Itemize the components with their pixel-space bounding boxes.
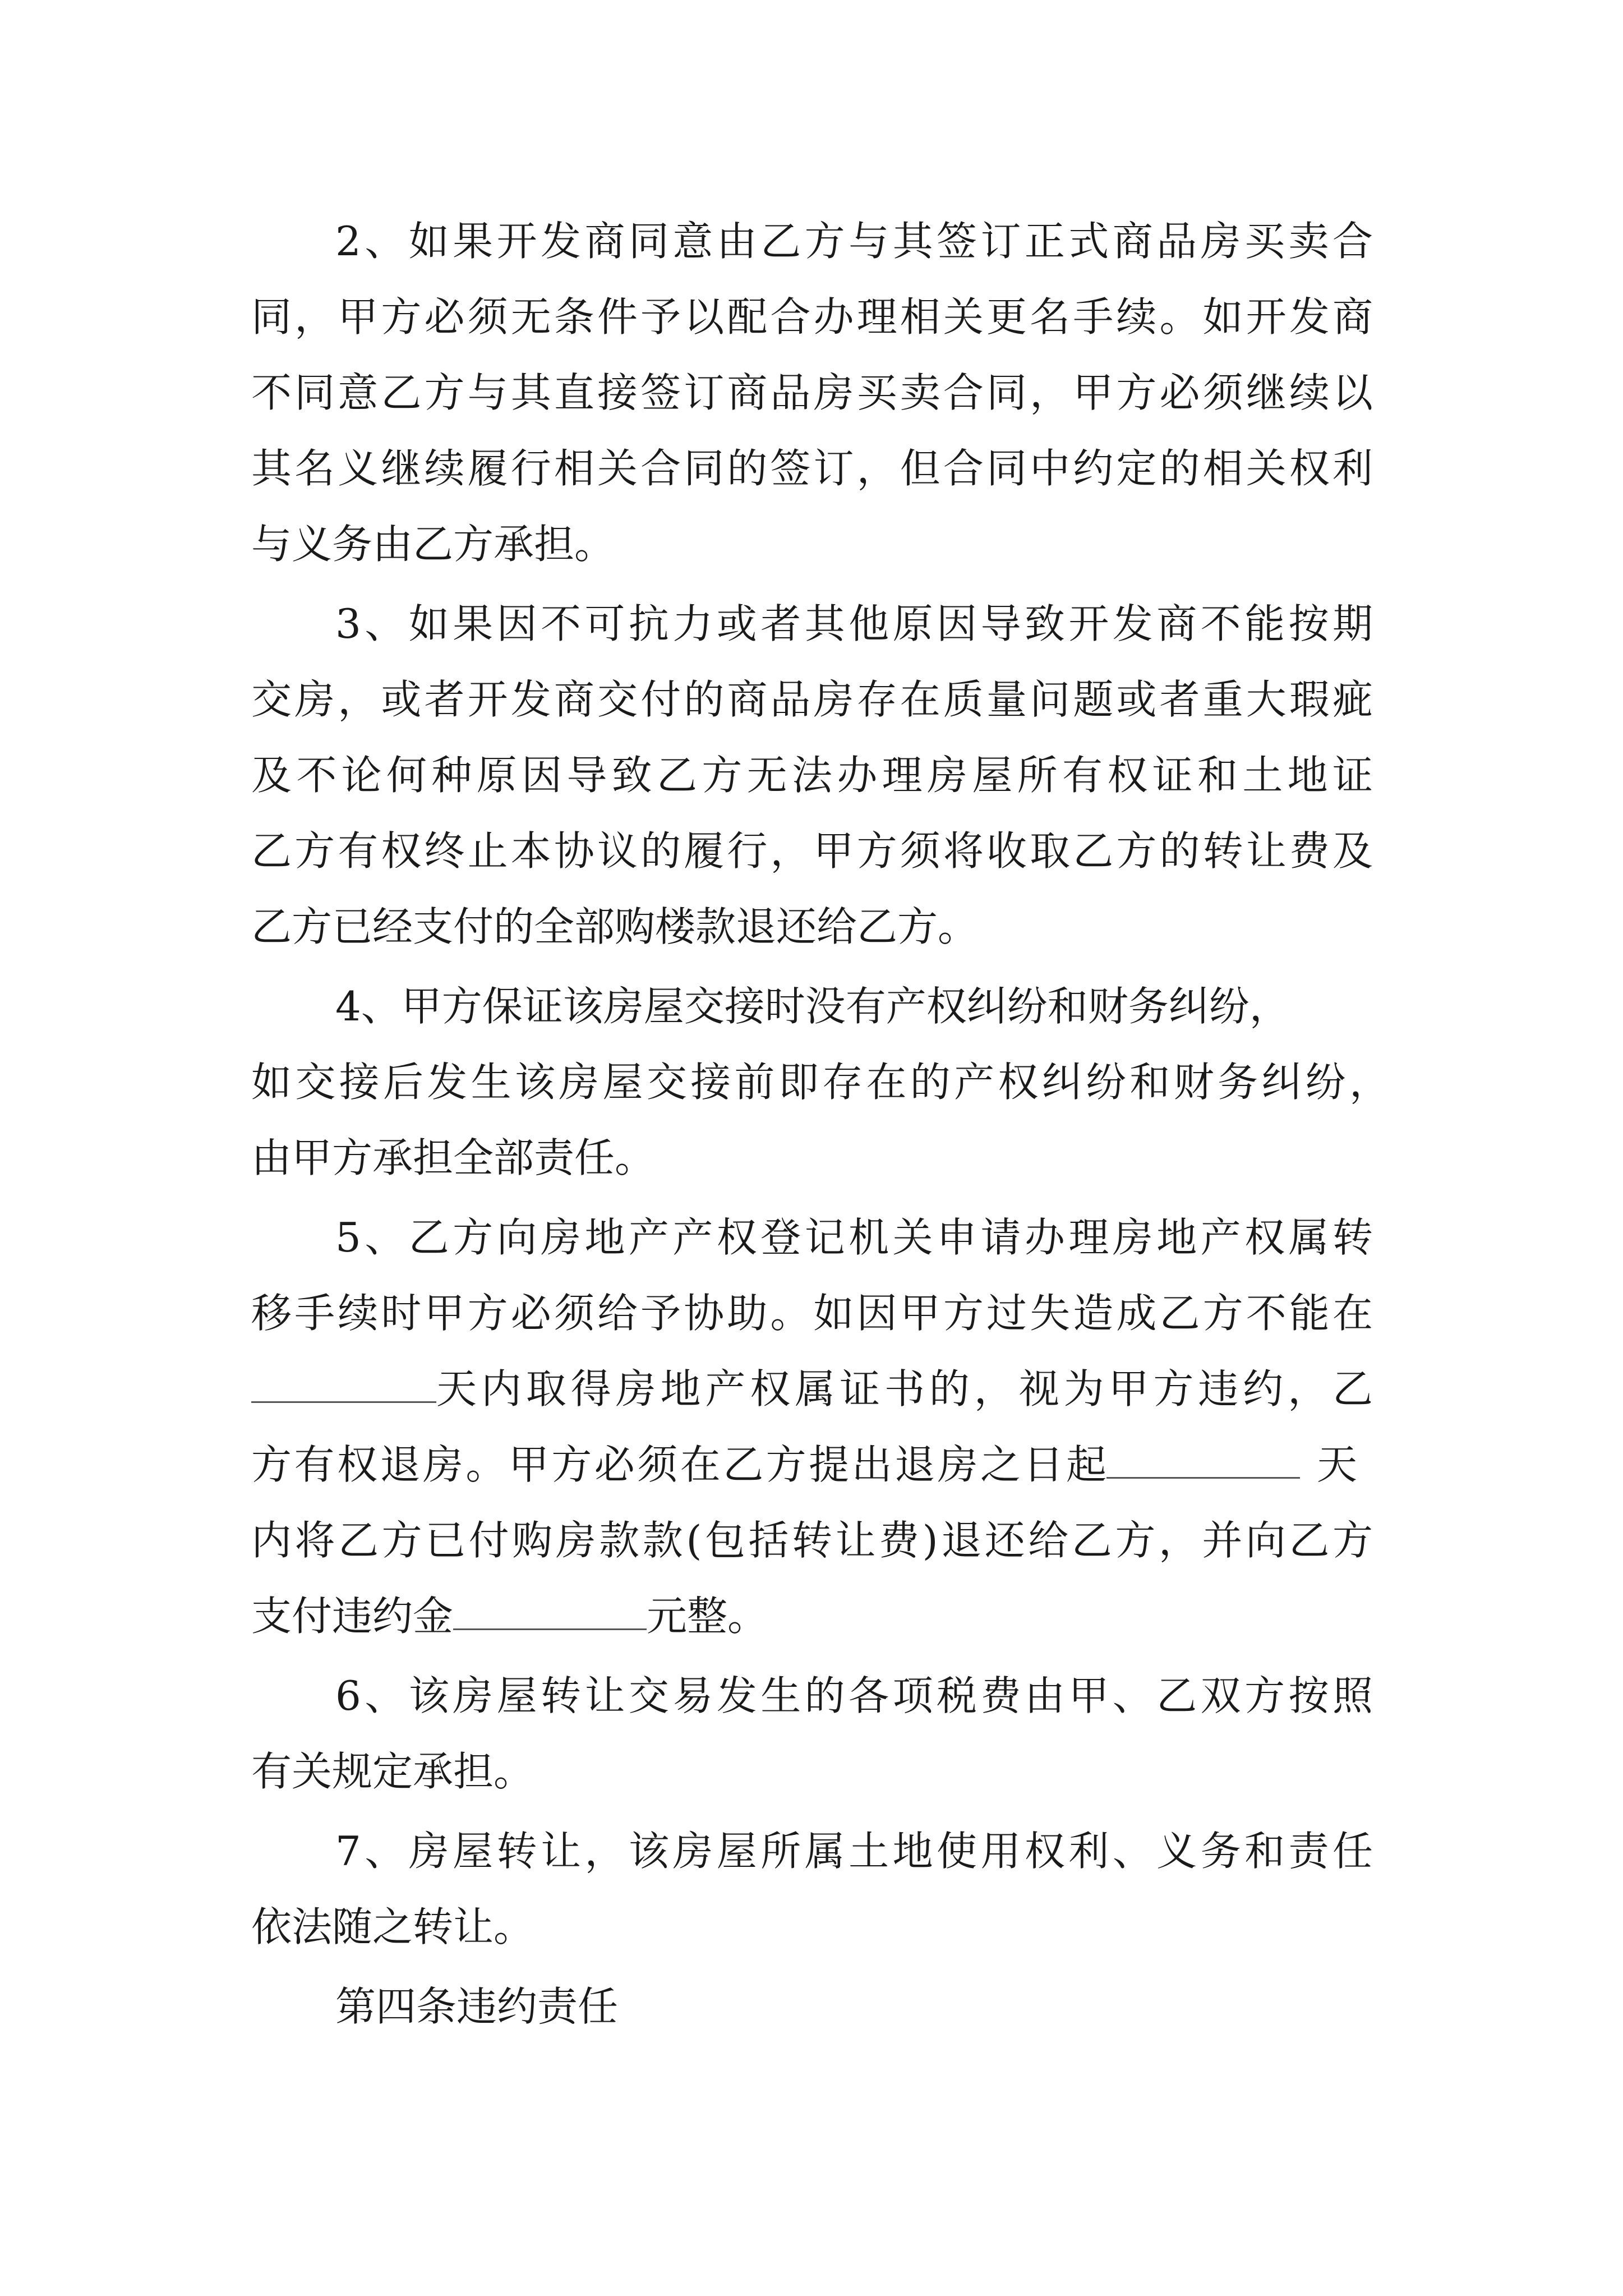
p5-line-1: 5、乙方向房地产产权登记机关申请办理房地产权属转	[335, 1214, 1373, 1261]
blank-days-field	[251, 1398, 436, 1403]
p5-line-6-tail: 元整。	[647, 1593, 768, 1640]
article-4-heading: 第四条违约责任	[335, 1983, 619, 2030]
p3-line-4: 乙方有权终止本协议的履行，甲方须将收取乙方的转让费及	[251, 827, 1373, 875]
p6-line-1: 6、该房屋转让交易发生的各项税费由甲、乙双方按照	[335, 1672, 1373, 1719]
p2-line-1: 2、如果开发商同意由乙方与其签订正式商品房买卖合	[335, 218, 1373, 265]
p6-line-2: 有关规定承担。	[251, 1748, 534, 1795]
p4-line-2: 如交接后发生该房屋交接前即存在的产权纠纷和财务纠纷，	[251, 1059, 1390, 1106]
p2-line-5: 与义务由乙方承担。	[251, 521, 615, 568]
p3-line-3: 及不论何种原因导致乙方无法办理房屋所有权证和土地证	[251, 752, 1373, 799]
p5-line-6-text: 支付违约金	[251, 1593, 454, 1640]
p7-line-2: 依法随之转让。	[251, 1903, 534, 1950]
p2-line-3: 不同意乙方与其直接签订商品房买卖合同，甲方必须继续以	[251, 369, 1373, 416]
p5-line-4-tail: 天	[1317, 1441, 1358, 1488]
p3-line-1: 3、如果因不可抗力或者其他原因导致开发商不能按期	[335, 600, 1373, 647]
p5-line-2: 移手续时甲方必须给予协助。如因甲方过失造成乙方不能在	[251, 1290, 1373, 1337]
blank-penalty-amount-field	[453, 1625, 647, 1630]
blank-refund-days-field	[1106, 1474, 1300, 1479]
p5-line-5: 内将乙方已付购房款款(包括转让费)退还给乙方，并向乙方	[251, 1517, 1373, 1564]
p5-line-3-text: 天内取得房地产权属证书的，视为甲方违约，乙	[436, 1365, 1373, 1412]
p5-line-3	[251, 1361, 1373, 1417]
p4-line-1: 4、甲方保证该房屋交接时没有产权纠纷和财务纠纷，	[335, 983, 1290, 1030]
p5-line-4-text: 方有权退房。甲方必须在乙方提出退房之日起	[251, 1441, 1106, 1488]
p4-line-3: 由甲方承担全部责任。	[251, 1134, 656, 1181]
p5-line-4	[251, 1437, 1357, 1493]
p3-line-2: 交房，或者开发商交付的商品房存在质量问题或者重大瑕疵	[251, 676, 1373, 723]
p2-line-2: 同，甲方必须无条件予以配合办理相关更名手续。如开发商	[251, 293, 1373, 341]
p5-line-6	[251, 1588, 768, 1644]
p7-line-1: 7、房屋转让，该房屋所属土地使用权利、义务和责任	[335, 1828, 1373, 1875]
p3-line-5: 乙方已经支付的全部购楼款退还给乙方。	[251, 903, 979, 950]
p2-line-4: 其名义继续履行相关合同的签订，但合同中约定的相关权利	[251, 445, 1373, 492]
